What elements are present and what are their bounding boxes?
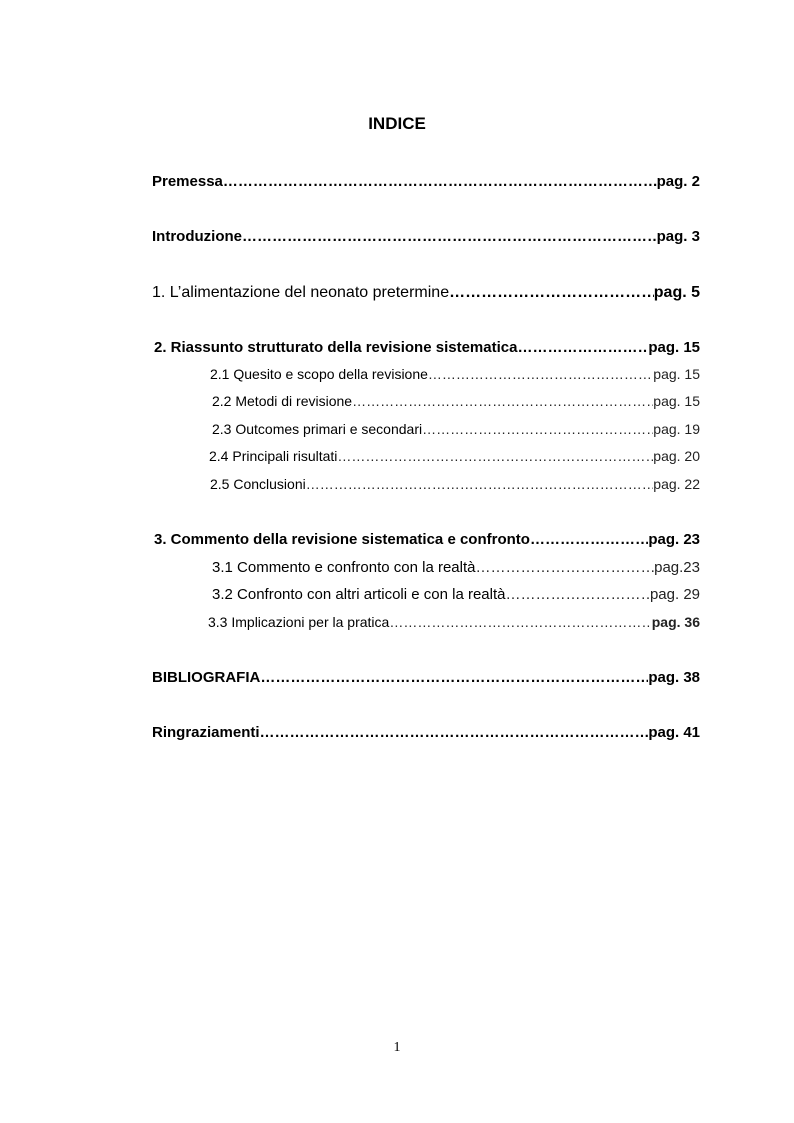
toc-entry-2-2[interactable] — [212, 393, 700, 409]
toc-entry-label: 2.4 Principali risultati — [209, 448, 338, 464]
toc-entry-ringraziamenti[interactable] — [152, 724, 700, 741]
toc-leader-dots — [260, 724, 649, 741]
toc-entry-label: 2. Riassunto strutturato della revisione sistematica — [154, 339, 518, 356]
toc-entry-2-3[interactable] — [212, 421, 700, 437]
toc-entry-page: pag. 15 — [653, 366, 700, 382]
toc-leader-dots — [242, 228, 657, 245]
toc-entry-label: 2.5 Conclusioni — [210, 476, 306, 492]
toc-entry-page: pag. 41 — [648, 724, 700, 741]
toc-leader-dots — [352, 393, 653, 409]
toc-entry-label: 1. L’alimentazione del neonato pretermine — [152, 284, 450, 301]
toc-entry-label: 3. Commento della revisione sistematica e confronto — [154, 531, 530, 548]
toc-entry-introduzione[interactable] — [152, 228, 700, 245]
toc-leader-dots — [475, 559, 654, 576]
toc-leader-dots — [223, 173, 657, 190]
toc-entry-label: 3.1 Commento e confronto con la realtà — [212, 559, 476, 576]
toc-entry-3-2[interactable] — [212, 586, 700, 603]
toc-leader-dots — [428, 366, 653, 382]
toc-entry-3-3[interactable] — [208, 614, 700, 630]
toc-entry-label: 2.2 Metodi di revisione — [212, 393, 353, 409]
toc-entry-2-1[interactable] — [210, 366, 700, 382]
toc-leader-dots — [260, 669, 648, 686]
toc-entry-chapter-1[interactable] — [152, 284, 700, 302]
toc-leader-dots — [506, 586, 650, 603]
toc-leader-dots — [306, 476, 654, 492]
toc-entry-label: BIBLIOGRAFIA — [152, 669, 261, 686]
toc-entry-label: 2.3 Outcomes primari e secondari — [212, 421, 423, 437]
toc-leader-dots — [517, 339, 648, 356]
toc-entry-chapter-2[interactable] — [154, 339, 700, 356]
toc-entry-label: 3.3 Implicazioni per la pratica — [208, 614, 390, 630]
toc-entry-page: pag. 5 — [653, 284, 700, 301]
toc-entry-page: pag. 15 — [648, 339, 700, 356]
toc-entry-page: pag. 23 — [648, 531, 700, 548]
page-title: INDICE — [368, 114, 426, 133]
toc-entry-3-1[interactable] — [212, 559, 700, 576]
page-number: 1 — [393, 1040, 401, 1055]
toc-entry-page: pag. 38 — [648, 669, 700, 686]
toc-entry-label: 3.2 Confronto con altri articoli e con la realtà — [212, 586, 506, 603]
toc-leader-dots — [389, 614, 651, 630]
toc-entry-bibliografia[interactable] — [152, 669, 700, 686]
toc-entry-page: pag. 15 — [653, 393, 700, 409]
toc-entry-2-5[interactable] — [210, 476, 700, 492]
toc-leader-dots — [337, 448, 653, 464]
toc-entry-2-4[interactable] — [209, 448, 700, 464]
toc-entry-premessa[interactable] — [152, 173, 700, 190]
toc-entry-label: Ringraziamenti — [152, 724, 260, 741]
toc-leader-dots — [422, 421, 653, 437]
toc-leader-dots — [530, 531, 648, 548]
toc-entry-label: 2.1 Quesito e scopo della revisione — [210, 366, 428, 382]
toc-entry-chapter-3[interactable] — [154, 531, 700, 548]
toc-entry-page: pag. 3 — [656, 228, 700, 245]
toc-leader-dots — [449, 284, 654, 302]
toc-entry-label: Premessa — [152, 173, 223, 190]
toc-entry-page: pag. 2 — [656, 173, 700, 190]
toc-entry-label: Introduzione — [152, 228, 242, 245]
toc-entry-page: pag. 36 — [651, 614, 700, 630]
toc-entry-page: pag. 29 — [649, 586, 700, 603]
toc-entry-page: pag. 22 — [653, 476, 700, 492]
toc-entry-page: pag.23 — [654, 559, 700, 576]
toc-entry-page: pag. 20 — [653, 448, 700, 464]
toc-entry-page: pag. 19 — [653, 421, 700, 437]
